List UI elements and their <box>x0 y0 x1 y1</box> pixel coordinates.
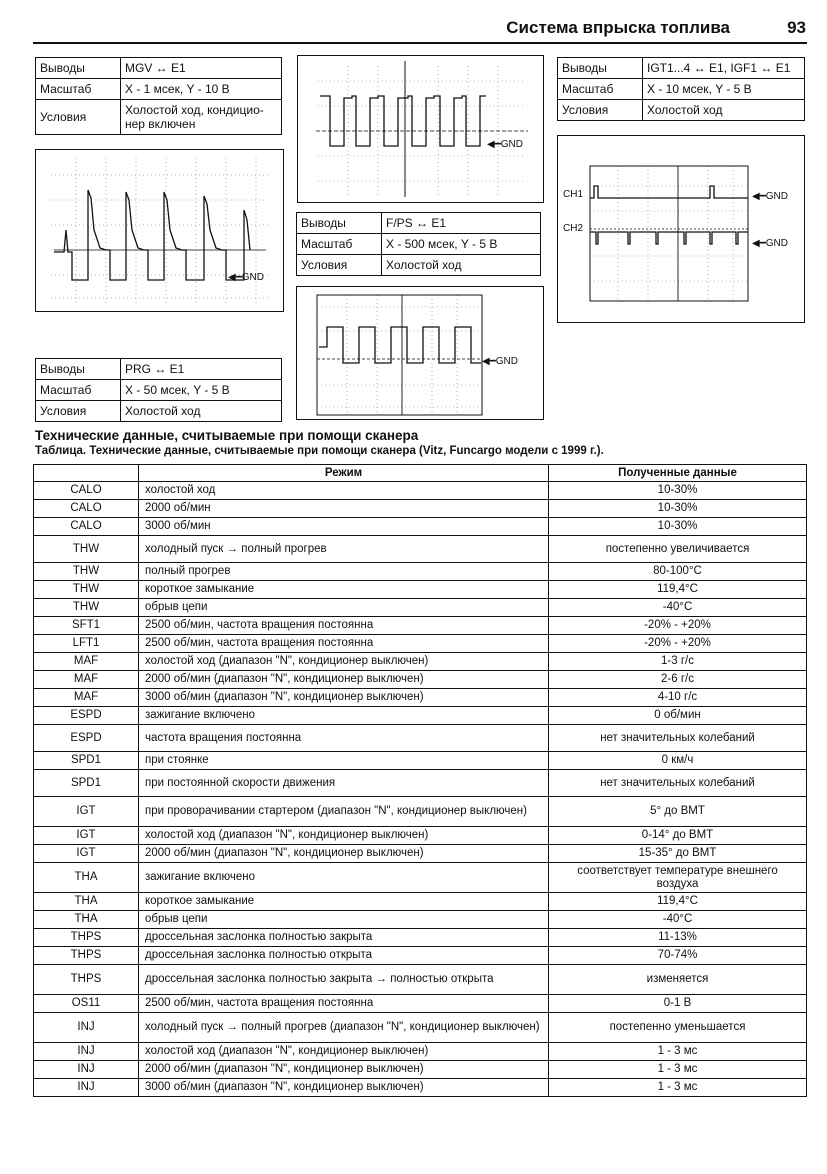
value-cell: нет значительных колебаний <box>549 725 807 752</box>
info-value: X - 500 мсек, Y - 5 В <box>382 234 541 255</box>
mode-cell: холостой ход (диапазон "N", кондиционер выключен) <box>139 653 549 671</box>
arrow-left-icon: ◀━ <box>752 238 766 249</box>
value-cell: 0 км/ч <box>549 752 807 770</box>
table-row <box>34 482 807 500</box>
mode-cell: при проворачивании стартером (диапазон "N", кондиционер выключен) <box>139 797 549 827</box>
parameter-cell: CALO <box>34 500 139 518</box>
table-row <box>34 599 807 617</box>
value-cell: 15-35° до ВМТ <box>549 845 807 863</box>
value-cell: 4-10 г/с <box>549 689 807 707</box>
parameter-cell: IGT <box>34 827 139 845</box>
gnd-label: ◀━GND <box>487 139 523 150</box>
info-table-mgv <box>35 57 282 135</box>
info-key: Выводы <box>558 58 643 79</box>
column-header: Полученные данные <box>549 465 807 482</box>
table-row <box>34 518 807 536</box>
table-row <box>34 707 807 725</box>
section-title: Технические данные, считываемые при помощи сканера <box>35 428 419 443</box>
parameter-cell: THW <box>34 563 139 581</box>
table-row <box>34 563 807 581</box>
arrow-left-icon: ◀━ <box>487 139 501 150</box>
value-cell: -40°С <box>549 599 807 617</box>
value-cell: 1 - 3 мс <box>549 1079 807 1097</box>
table-row <box>34 689 807 707</box>
mode-cell: холодный пуск → полный прогрев (диапазон "N", кондиционер выключен) <box>139 1013 549 1043</box>
parameter-cell: THA <box>34 893 139 911</box>
table-row <box>34 995 807 1013</box>
parameter-cell: IGT <box>34 845 139 863</box>
table-row <box>34 617 807 635</box>
info-key: Условия <box>297 255 382 276</box>
column-header <box>34 465 139 482</box>
table-row <box>34 827 807 845</box>
info-table-fps <box>296 212 541 276</box>
parameter-cell: IGT <box>34 797 139 827</box>
info-key: Масштаб <box>558 79 643 100</box>
value-cell: 10-30% <box>549 518 807 536</box>
value-cell: 10-30% <box>549 500 807 518</box>
mode-cell: 2000 об/мин (диапазон "N", кондиционер выключен) <box>139 845 549 863</box>
table-row <box>34 845 807 863</box>
parameter-cell: SPD1 <box>34 770 139 797</box>
info-key: Условия <box>558 100 643 121</box>
parameter-cell: INJ <box>34 1013 139 1043</box>
mode-cell: полный прогрев <box>139 563 549 581</box>
mode-cell: короткое замыкание <box>139 581 549 599</box>
info-value: IGT1...4 ↔ E1, IGF1 ↔ E1 <box>643 58 805 79</box>
column-header: Режим <box>139 465 549 482</box>
mode-cell: холостой ход (диапазон "N", кондиционер выключен) <box>139 1043 549 1061</box>
parameter-cell: INJ <box>34 1043 139 1061</box>
parameter-cell: OS11 <box>34 995 139 1013</box>
info-value: Холостой ход <box>121 401 282 422</box>
value-cell: изменяется <box>549 965 807 995</box>
value-cell: 0 об/мин <box>549 707 807 725</box>
oscillogram-prg <box>296 286 544 420</box>
value-cell: 1 - 3 мс <box>549 1061 807 1079</box>
value-cell: 5° до ВМТ <box>549 797 807 827</box>
oscillogram-prg-plot <box>297 287 543 419</box>
table-row <box>34 893 807 911</box>
table-row <box>34 1043 807 1061</box>
table-row <box>34 965 807 995</box>
arrow-left-icon: ◀━ <box>482 356 496 367</box>
arrow-left-icon: ◀━ <box>228 272 242 283</box>
table-row <box>34 797 807 827</box>
ch1-label: CH1 <box>563 189 584 200</box>
info-value: Холостой ход <box>643 100 805 121</box>
mode-cell: 2500 об/мин, частота вращения постоянна <box>139 635 549 653</box>
oscillogram-mgv-plot <box>298 56 543 202</box>
parameter-cell: MAF <box>34 671 139 689</box>
table-row <box>34 581 807 599</box>
mode-cell: 2500 об/мин, частота вращения постоянна <box>139 995 549 1013</box>
info-value: F/PS ↔ E1 <box>382 213 541 234</box>
mode-cell: частота вращения постоянна <box>139 725 549 752</box>
table-body <box>34 482 807 1097</box>
info-key: Выводы <box>36 58 121 79</box>
mode-cell: обрыв цепи <box>139 911 549 929</box>
mode-cell: 2000 об/мин <box>139 500 549 518</box>
table-row <box>34 1079 807 1097</box>
table-row <box>34 1061 807 1079</box>
value-cell: 10-30% <box>549 482 807 500</box>
mode-cell: 2000 об/мин (диапазон "N", кондиционер выключен) <box>139 671 549 689</box>
mode-cell: холодный пуск → полный прогрев <box>139 536 549 563</box>
value-cell: -40°С <box>549 911 807 929</box>
mode-cell: обрыв цепи <box>139 599 549 617</box>
parameter-cell: SFT1 <box>34 617 139 635</box>
header-rule <box>33 42 807 44</box>
oscillogram-igt-plot <box>558 136 804 322</box>
info-key: Масштаб <box>36 380 121 401</box>
value-cell: 11-13% <box>549 929 807 947</box>
info-value: X - 10 мсек, Y - 5 В <box>643 79 805 100</box>
info-key: Условия <box>36 401 121 422</box>
gnd-label: ◀━GND <box>228 272 264 283</box>
info-value: MGV ↔ E1 <box>121 58 282 79</box>
oscillogram-left-plot <box>36 150 283 311</box>
mode-cell: 2500 об/мин, частота вращения постоянна <box>139 617 549 635</box>
value-cell: 1-3 г/с <box>549 653 807 671</box>
ch2-label: CH2 <box>563 223 584 234</box>
table-row <box>34 536 807 563</box>
parameter-cell: THPS <box>34 965 139 995</box>
value-cell: 80-100°С <box>549 563 807 581</box>
table-row <box>34 725 807 752</box>
page-number: 93 <box>787 18 806 37</box>
gnd-label: ◀━GND <box>752 191 788 202</box>
parameter-cell: INJ <box>34 1079 139 1097</box>
mode-cell: холостой ход <box>139 482 549 500</box>
parameter-cell: MAF <box>34 689 139 707</box>
mode-cell: дроссельная заслонка полностью закрыта <box>139 929 549 947</box>
value-cell: 119,4°С <box>549 581 807 599</box>
value-cell: 0-1 В <box>549 995 807 1013</box>
parameter-cell: MAF <box>34 653 139 671</box>
mode-cell: зажигание включено <box>139 863 549 893</box>
mode-cell: 2000 об/мин (диапазон "N", кондиционер выключен) <box>139 1061 549 1079</box>
arrow-left-icon: ◀━ <box>752 191 766 202</box>
table-row <box>34 863 807 893</box>
parameter-cell: CALO <box>34 482 139 500</box>
value-cell: 1 - 3 мс <box>549 1043 807 1061</box>
info-value: X - 50 мсек, Y - 5 В <box>121 380 282 401</box>
parameter-cell: CALO <box>34 518 139 536</box>
mode-cell: 3000 об/мин <box>139 518 549 536</box>
table-row <box>34 653 807 671</box>
table-row <box>34 635 807 653</box>
table-row <box>34 752 807 770</box>
parameter-cell: THW <box>34 599 139 617</box>
parameter-cell: ESPD <box>34 725 139 752</box>
parameter-cell: THPS <box>34 947 139 965</box>
mode-cell: дроссельная заслонка полностью закрыта → полностью открыта <box>139 965 549 995</box>
oscillogram-igt <box>557 135 805 323</box>
parameter-cell: THPS <box>34 929 139 947</box>
info-key: Условия <box>36 100 121 135</box>
mode-cell: короткое замыкание <box>139 893 549 911</box>
info-value: Холостой ход <box>382 255 541 276</box>
parameter-cell: THA <box>34 863 139 893</box>
value-cell: 0-14° до ВМТ <box>549 827 807 845</box>
value-cell: 70-74% <box>549 947 807 965</box>
parameter-cell: SPD1 <box>34 752 139 770</box>
value-cell: постепенно уменьшается <box>549 1013 807 1043</box>
oscillogram-left <box>35 149 284 312</box>
scanner-data-table <box>33 464 807 1097</box>
parameter-cell: THW <box>34 536 139 563</box>
info-value: X - 1 мсек, Y - 10 В <box>121 79 282 100</box>
oscillogram-mgv <box>297 55 544 203</box>
parameter-cell: THA <box>34 911 139 929</box>
table-row <box>34 911 807 929</box>
table-header-row <box>34 465 807 482</box>
table-row <box>34 947 807 965</box>
mode-cell: 3000 об/мин (диапазон "N", кондиционер выключен) <box>139 689 549 707</box>
parameter-cell: INJ <box>34 1061 139 1079</box>
section-subtitle: Таблица. Технические данные, считываемые при помощи сканера (Vitz, Funcargo модели с 1999 г.). <box>35 445 604 457</box>
value-cell: соответствует температуре внешнего воздуха <box>549 863 807 893</box>
parameter-cell: THW <box>34 581 139 599</box>
mode-cell: при постоянной скорости движения <box>139 770 549 797</box>
table-row <box>34 770 807 797</box>
gnd-label: ◀━GND <box>482 356 518 367</box>
info-key: Выводы <box>36 359 121 380</box>
info-value: Холостой ход, кондицио-нер включен <box>121 100 282 135</box>
parameter-cell: ESPD <box>34 707 139 725</box>
gnd-label: ◀━GND <box>752 238 788 249</box>
mode-cell: при стоянке <box>139 752 549 770</box>
table-row <box>34 671 807 689</box>
parameter-cell: LFT1 <box>34 635 139 653</box>
page-title: Система впрыска топлива <box>506 18 730 37</box>
value-cell: 119,4°С <box>549 893 807 911</box>
value-cell: нет значительных колебаний <box>549 770 807 797</box>
info-value: PRG ↔ E1 <box>121 359 282 380</box>
mode-cell: зажигание включено <box>139 707 549 725</box>
info-key: Масштаб <box>297 234 382 255</box>
value-cell: -20% - +20% <box>549 617 807 635</box>
mode-cell: 3000 об/мин (диапазон "N", кондиционер выключен) <box>139 1079 549 1097</box>
info-key: Выводы <box>297 213 382 234</box>
mode-cell: дроссельная заслонка полностью открыта <box>139 947 549 965</box>
table-row <box>34 500 807 518</box>
value-cell: -20% - +20% <box>549 635 807 653</box>
info-table-prg <box>35 358 282 422</box>
mode-cell: холостой ход (диапазон "N", кондиционер выключен) <box>139 827 549 845</box>
info-table-igt <box>557 57 805 121</box>
table-row <box>34 1013 807 1043</box>
value-cell: 2-6 г/с <box>549 671 807 689</box>
table-row <box>34 929 807 947</box>
info-key: Масштаб <box>36 79 121 100</box>
value-cell: постепенно увеличивается <box>549 536 807 563</box>
